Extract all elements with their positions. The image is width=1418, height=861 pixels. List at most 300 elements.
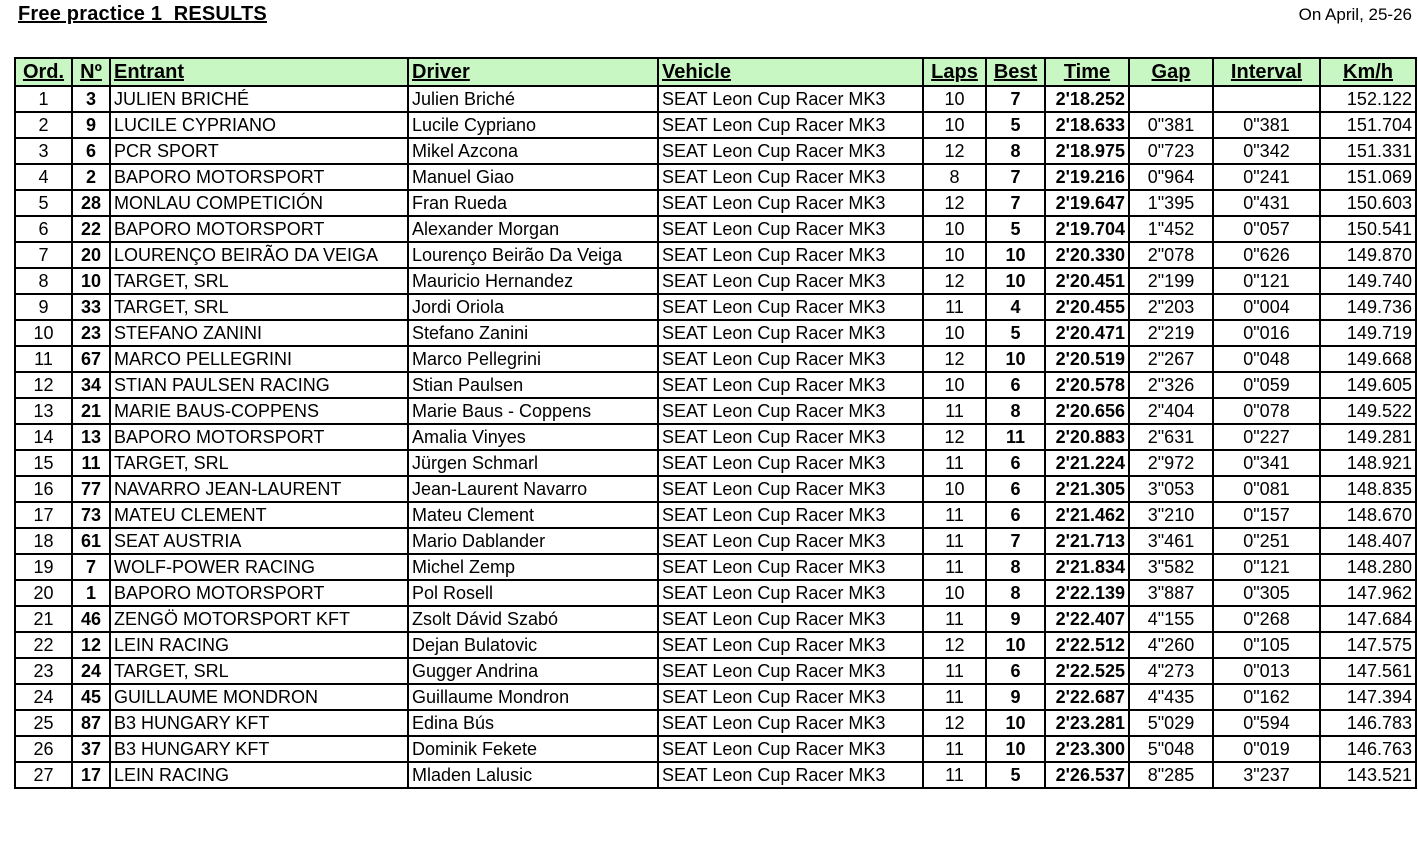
cell-entrant: LUCILE CYPRIANO <box>110 112 408 138</box>
cell-entrant: MARCO PELLEGRINI <box>110 346 408 372</box>
cell-vehicle: SEAT Leon Cup Racer MK3 <box>658 736 923 762</box>
cell-time: 2'22.525 <box>1045 658 1129 684</box>
cell-entrant: ZENGÖ MOTORSPORT KFT <box>110 606 408 632</box>
cell-time: 2'20.330 <box>1045 242 1129 268</box>
cell-gap: 3"887 <box>1129 580 1213 606</box>
cell-kmh: 146.783 <box>1320 710 1416 736</box>
cell-num: 20 <box>72 242 110 268</box>
cell-laps: 10 <box>923 86 986 112</box>
cell-driver: Mikel Azcona <box>408 138 658 164</box>
cell-entrant: GUILLAUME MONDRON <box>110 684 408 710</box>
cell-best: 5 <box>986 320 1045 346</box>
cell-driver: Mauricio Hernandez <box>408 268 658 294</box>
table-row <box>15 502 1416 528</box>
cell-num: 3 <box>72 86 110 112</box>
cell-vehicle: SEAT Leon Cup Racer MK3 <box>658 242 923 268</box>
cell-laps: 11 <box>923 762 986 788</box>
cell-time: 2'21.462 <box>1045 502 1129 528</box>
cell-num: 10 <box>72 268 110 294</box>
cell-kmh: 148.670 <box>1320 502 1416 528</box>
cell-interval: 0"341 <box>1213 450 1320 476</box>
cell-laps: 12 <box>923 268 986 294</box>
cell-interval: 0"305 <box>1213 580 1320 606</box>
cell-best: 11 <box>986 424 1045 450</box>
page-title: Free practice 1 RESULTS <box>18 3 267 25</box>
cell-best: 6 <box>986 476 1045 502</box>
cell-gap: 8"285 <box>1129 762 1213 788</box>
cell-gap <box>1129 86 1213 112</box>
cell-time: 2'22.512 <box>1045 632 1129 658</box>
cell-ord: 21 <box>15 606 72 632</box>
cell-num: 24 <box>72 658 110 684</box>
cell-interval: 0"594 <box>1213 710 1320 736</box>
cell-driver: Pol Rosell <box>408 580 658 606</box>
cell-vehicle: SEAT Leon Cup Racer MK3 <box>658 112 923 138</box>
cell-kmh: 150.603 <box>1320 190 1416 216</box>
cell-interval: 0"057 <box>1213 216 1320 242</box>
cell-num: 2 <box>72 164 110 190</box>
cell-interval: 0"227 <box>1213 424 1320 450</box>
table-row <box>15 190 1416 216</box>
cell-time: 2'21.305 <box>1045 476 1129 502</box>
cell-time: 2'21.713 <box>1045 528 1129 554</box>
cell-laps: 8 <box>923 164 986 190</box>
cell-driver: Marie Baus - Coppens <box>408 398 658 424</box>
cell-time: 2'22.139 <box>1045 580 1129 606</box>
cell-interval: 0"013 <box>1213 658 1320 684</box>
cell-best: 5 <box>986 112 1045 138</box>
cell-ord: 5 <box>15 190 72 216</box>
cell-kmh: 147.962 <box>1320 580 1416 606</box>
cell-driver: Stian Paulsen <box>408 372 658 398</box>
cell-vehicle: SEAT Leon Cup Racer MK3 <box>658 476 923 502</box>
cell-vehicle: SEAT Leon Cup Racer MK3 <box>658 398 923 424</box>
cell-num: 28 <box>72 190 110 216</box>
cell-ord: 2 <box>15 112 72 138</box>
results-body <box>15 86 1416 788</box>
cell-kmh: 148.835 <box>1320 476 1416 502</box>
cell-num: 6 <box>72 138 110 164</box>
table-row <box>15 138 1416 164</box>
table-row <box>15 710 1416 736</box>
cell-ord: 9 <box>15 294 72 320</box>
cell-entrant: B3 HUNGARY KFT <box>110 710 408 736</box>
cell-entrant: WOLF-POWER RACING <box>110 554 408 580</box>
cell-time: 2'20.451 <box>1045 268 1129 294</box>
cell-vehicle: SEAT Leon Cup Racer MK3 <box>658 164 923 190</box>
cell-best: 10 <box>986 346 1045 372</box>
cell-gap: 3"210 <box>1129 502 1213 528</box>
cell-entrant: MATEU CLEMENT <box>110 502 408 528</box>
cell-vehicle: SEAT Leon Cup Racer MK3 <box>658 450 923 476</box>
cell-interval: 0"241 <box>1213 164 1320 190</box>
cell-interval: 0"048 <box>1213 346 1320 372</box>
cell-laps: 11 <box>923 450 986 476</box>
cell-num: 22 <box>72 216 110 242</box>
cell-num: 12 <box>72 632 110 658</box>
cell-num: 45 <box>72 684 110 710</box>
cell-num: 1 <box>72 580 110 606</box>
table-row <box>15 606 1416 632</box>
cell-vehicle: SEAT Leon Cup Racer MK3 <box>658 268 923 294</box>
page-date: On April, 25-26 <box>1298 5 1412 24</box>
cell-time: 2'21.834 <box>1045 554 1129 580</box>
cell-ord: 10 <box>15 320 72 346</box>
cell-kmh: 146.763 <box>1320 736 1416 762</box>
cell-laps: 11 <box>923 606 986 632</box>
table-row <box>15 476 1416 502</box>
cell-num: 13 <box>72 424 110 450</box>
cell-entrant: MARIE BAUS-COPPENS <box>110 398 408 424</box>
cell-gap: 0"723 <box>1129 138 1213 164</box>
cell-vehicle: SEAT Leon Cup Racer MK3 <box>658 658 923 684</box>
cell-driver: Alexander Morgan <box>408 216 658 242</box>
col-header-entrant: Entrant <box>110 58 408 86</box>
cell-driver: Manuel Giao <box>408 164 658 190</box>
cell-ord: 3 <box>15 138 72 164</box>
cell-laps: 10 <box>923 112 986 138</box>
cell-time: 2'20.519 <box>1045 346 1129 372</box>
cell-kmh: 147.394 <box>1320 684 1416 710</box>
cell-ord: 6 <box>15 216 72 242</box>
cell-num: 37 <box>72 736 110 762</box>
cell-ord: 4 <box>15 164 72 190</box>
cell-vehicle: SEAT Leon Cup Racer MK3 <box>658 346 923 372</box>
cell-time: 2'20.578 <box>1045 372 1129 398</box>
col-header-best: Best <box>986 58 1045 86</box>
cell-num: 23 <box>72 320 110 346</box>
cell-gap: 2"326 <box>1129 372 1213 398</box>
cell-entrant: SEAT AUSTRIA <box>110 528 408 554</box>
cell-laps: 12 <box>923 138 986 164</box>
col-header-laps: Laps <box>923 58 986 86</box>
cell-ord: 14 <box>15 424 72 450</box>
cell-vehicle: SEAT Leon Cup Racer MK3 <box>658 424 923 450</box>
table-row <box>15 580 1416 606</box>
table-row <box>15 294 1416 320</box>
col-header-num: Nº <box>72 58 110 86</box>
table-row <box>15 320 1416 346</box>
cell-kmh: 148.921 <box>1320 450 1416 476</box>
cell-laps: 10 <box>923 580 986 606</box>
cell-driver: Lucile Cypriano <box>408 112 658 138</box>
cell-kmh: 148.280 <box>1320 554 1416 580</box>
cell-time: 2'22.687 <box>1045 684 1129 710</box>
table-row <box>15 86 1416 112</box>
cell-interval: 0"078 <box>1213 398 1320 424</box>
col-header-interval: Interval <box>1213 58 1320 86</box>
cell-driver: Guillaume Mondron <box>408 684 658 710</box>
cell-kmh: 147.561 <box>1320 658 1416 684</box>
cell-interval: 0"059 <box>1213 372 1320 398</box>
header-row <box>15 58 1416 86</box>
cell-ord: 18 <box>15 528 72 554</box>
cell-ord: 24 <box>15 684 72 710</box>
cell-ord: 19 <box>15 554 72 580</box>
table-row <box>15 424 1416 450</box>
cell-entrant: PCR SPORT <box>110 138 408 164</box>
cell-laps: 10 <box>923 242 986 268</box>
cell-ord: 12 <box>15 372 72 398</box>
table-row <box>15 554 1416 580</box>
col-header-gap: Gap <box>1129 58 1213 86</box>
cell-kmh: 149.719 <box>1320 320 1416 346</box>
cell-driver: Lourenço Beirão Da Veiga <box>408 242 658 268</box>
cell-kmh: 151.331 <box>1320 138 1416 164</box>
table-row <box>15 632 1416 658</box>
cell-vehicle: SEAT Leon Cup Racer MK3 <box>658 528 923 554</box>
cell-best: 6 <box>986 502 1045 528</box>
cell-vehicle: SEAT Leon Cup Racer MK3 <box>658 580 923 606</box>
cell-kmh: 151.069 <box>1320 164 1416 190</box>
cell-entrant: TARGET, SRL <box>110 658 408 684</box>
cell-ord: 8 <box>15 268 72 294</box>
cell-interval: 0"342 <box>1213 138 1320 164</box>
cell-laps: 12 <box>923 632 986 658</box>
cell-gap: 1"395 <box>1129 190 1213 216</box>
cell-best: 10 <box>986 242 1045 268</box>
cell-gap: 2"203 <box>1129 294 1213 320</box>
cell-laps: 11 <box>923 528 986 554</box>
cell-time: 2'18.975 <box>1045 138 1129 164</box>
cell-num: 33 <box>72 294 110 320</box>
cell-best: 5 <box>986 216 1045 242</box>
cell-vehicle: SEAT Leon Cup Racer MK3 <box>658 684 923 710</box>
table-row <box>15 242 1416 268</box>
cell-laps: 10 <box>923 320 986 346</box>
cell-time: 2'18.252 <box>1045 86 1129 112</box>
table-row <box>15 268 1416 294</box>
cell-driver: Jürgen Schmarl <box>408 450 658 476</box>
cell-kmh: 149.740 <box>1320 268 1416 294</box>
cell-interval <box>1213 86 1320 112</box>
cell-best: 7 <box>986 164 1045 190</box>
cell-driver: Amalia Vinyes <box>408 424 658 450</box>
cell-best: 7 <box>986 86 1045 112</box>
cell-entrant: BAPORO MOTORSPORT <box>110 164 408 190</box>
cell-vehicle: SEAT Leon Cup Racer MK3 <box>658 372 923 398</box>
cell-time: 2'23.300 <box>1045 736 1129 762</box>
cell-num: 7 <box>72 554 110 580</box>
cell-ord: 26 <box>15 736 72 762</box>
table-row <box>15 216 1416 242</box>
cell-time: 2'22.407 <box>1045 606 1129 632</box>
cell-driver: Marco Pellegrini <box>408 346 658 372</box>
cell-gap: 4"435 <box>1129 684 1213 710</box>
cell-driver: Michel Zemp <box>408 554 658 580</box>
cell-vehicle: SEAT Leon Cup Racer MK3 <box>658 216 923 242</box>
cell-gap: 2"404 <box>1129 398 1213 424</box>
cell-gap: 3"582 <box>1129 554 1213 580</box>
cell-gap: 4"273 <box>1129 658 1213 684</box>
cell-interval: 0"019 <box>1213 736 1320 762</box>
cell-laps: 11 <box>923 398 986 424</box>
cell-entrant: LOURENÇO BEIRÃO DA VEIGA <box>110 242 408 268</box>
cell-entrant: TARGET, SRL <box>110 268 408 294</box>
cell-ord: 11 <box>15 346 72 372</box>
table-row <box>15 112 1416 138</box>
cell-ord: 22 <box>15 632 72 658</box>
cell-best: 8 <box>986 138 1045 164</box>
cell-driver: Mateu Clement <box>408 502 658 528</box>
cell-time: 2'19.647 <box>1045 190 1129 216</box>
cell-best: 6 <box>986 658 1045 684</box>
cell-time: 2'20.471 <box>1045 320 1129 346</box>
cell-laps: 10 <box>923 216 986 242</box>
cell-num: 77 <box>72 476 110 502</box>
cell-laps: 11 <box>923 736 986 762</box>
cell-ord: 23 <box>15 658 72 684</box>
cell-time: 2'18.633 <box>1045 112 1129 138</box>
cell-entrant: STIAN PAULSEN RACING <box>110 372 408 398</box>
table-row <box>15 528 1416 554</box>
cell-best: 10 <box>986 736 1045 762</box>
table-row <box>15 398 1416 424</box>
cell-kmh: 152.122 <box>1320 86 1416 112</box>
cell-entrant: NAVARRO JEAN-LAURENT <box>110 476 408 502</box>
cell-num: 61 <box>72 528 110 554</box>
cell-num: 21 <box>72 398 110 424</box>
cell-driver: Julien Briché <box>408 86 658 112</box>
cell-entrant: BAPORO MOTORSPORT <box>110 424 408 450</box>
cell-gap: 2"219 <box>1129 320 1213 346</box>
cell-gap: 4"155 <box>1129 606 1213 632</box>
cell-vehicle: SEAT Leon Cup Racer MK3 <box>658 190 923 216</box>
cell-vehicle: SEAT Leon Cup Racer MK3 <box>658 710 923 736</box>
cell-kmh: 148.407 <box>1320 528 1416 554</box>
cell-best: 4 <box>986 294 1045 320</box>
cell-vehicle: SEAT Leon Cup Racer MK3 <box>658 632 923 658</box>
cell-vehicle: SEAT Leon Cup Racer MK3 <box>658 86 923 112</box>
table-row <box>15 762 1416 788</box>
cell-laps: 12 <box>923 710 986 736</box>
cell-driver: Edina Bús <box>408 710 658 736</box>
cell-gap: 1"452 <box>1129 216 1213 242</box>
col-header-kmh: Km/h <box>1320 58 1416 86</box>
cell-interval: 3"237 <box>1213 762 1320 788</box>
cell-entrant: B3 HUNGARY KFT <box>110 736 408 762</box>
cell-laps: 11 <box>923 502 986 528</box>
cell-driver: Gugger Andrina <box>408 658 658 684</box>
cell-entrant: LEIN RACING <box>110 762 408 788</box>
cell-interval: 0"157 <box>1213 502 1320 528</box>
col-header-ord: Ord. <box>15 58 72 86</box>
cell-kmh: 147.575 <box>1320 632 1416 658</box>
cell-laps: 11 <box>923 684 986 710</box>
cell-time: 2'21.224 <box>1045 450 1129 476</box>
cell-time: 2'19.704 <box>1045 216 1129 242</box>
cell-best: 10 <box>986 632 1045 658</box>
cell-gap: 2"267 <box>1129 346 1213 372</box>
table-row <box>15 346 1416 372</box>
cell-ord: 16 <box>15 476 72 502</box>
cell-driver: Zsolt Dávid Szabó <box>408 606 658 632</box>
cell-gap: 4"260 <box>1129 632 1213 658</box>
cell-ord: 7 <box>15 242 72 268</box>
table-row <box>15 684 1416 710</box>
cell-kmh: 149.522 <box>1320 398 1416 424</box>
cell-gap: 2"078 <box>1129 242 1213 268</box>
cell-best: 6 <box>986 450 1045 476</box>
col-header-vehicle: Vehicle <box>658 58 923 86</box>
cell-best: 9 <box>986 684 1045 710</box>
cell-vehicle: SEAT Leon Cup Racer MK3 <box>658 554 923 580</box>
cell-laps: 10 <box>923 476 986 502</box>
cell-entrant: JULIEN BRICHÉ <box>110 86 408 112</box>
cell-best: 8 <box>986 554 1045 580</box>
cell-driver: Dominik Fekete <box>408 736 658 762</box>
cell-ord: 20 <box>15 580 72 606</box>
cell-gap: 3"053 <box>1129 476 1213 502</box>
cell-kmh: 150.541 <box>1320 216 1416 242</box>
cell-kmh: 149.736 <box>1320 294 1416 320</box>
cell-best: 9 <box>986 606 1045 632</box>
cell-num: 17 <box>72 762 110 788</box>
cell-time: 2'19.216 <box>1045 164 1129 190</box>
cell-interval: 0"251 <box>1213 528 1320 554</box>
cell-interval: 0"162 <box>1213 684 1320 710</box>
cell-driver: Jordi Oriola <box>408 294 658 320</box>
cell-kmh: 149.668 <box>1320 346 1416 372</box>
cell-kmh: 149.281 <box>1320 424 1416 450</box>
cell-interval: 0"016 <box>1213 320 1320 346</box>
cell-kmh: 149.870 <box>1320 242 1416 268</box>
cell-num: 11 <box>72 450 110 476</box>
cell-kmh: 151.704 <box>1320 112 1416 138</box>
cell-driver: Mario Dablander <box>408 528 658 554</box>
cell-entrant: TARGET, SRL <box>110 294 408 320</box>
cell-driver: Stefano Zanini <box>408 320 658 346</box>
cell-gap: 5"048 <box>1129 736 1213 762</box>
table-row <box>15 658 1416 684</box>
cell-interval: 0"121 <box>1213 268 1320 294</box>
cell-time: 2'20.455 <box>1045 294 1129 320</box>
cell-laps: 12 <box>923 346 986 372</box>
cell-driver: Fran Rueda <box>408 190 658 216</box>
cell-gap: 3"461 <box>1129 528 1213 554</box>
cell-ord: 17 <box>15 502 72 528</box>
cell-driver: Dejan Bulatovic <box>408 632 658 658</box>
cell-vehicle: SEAT Leon Cup Racer MK3 <box>658 294 923 320</box>
cell-kmh: 147.684 <box>1320 606 1416 632</box>
cell-gap: 0"964 <box>1129 164 1213 190</box>
cell-entrant: BAPORO MOTORSPORT <box>110 580 408 606</box>
cell-laps: 11 <box>923 554 986 580</box>
cell-laps: 11 <box>923 294 986 320</box>
cell-gap: 2"199 <box>1129 268 1213 294</box>
cell-entrant: TARGET, SRL <box>110 450 408 476</box>
cell-best: 10 <box>986 268 1045 294</box>
cell-vehicle: SEAT Leon Cup Racer MK3 <box>658 606 923 632</box>
cell-vehicle: SEAT Leon Cup Racer MK3 <box>658 762 923 788</box>
cell-gap: 0"381 <box>1129 112 1213 138</box>
cell-best: 8 <box>986 398 1045 424</box>
cell-num: 46 <box>72 606 110 632</box>
col-header-time: Time <box>1045 58 1129 86</box>
cell-time: 2'26.537 <box>1045 762 1129 788</box>
cell-ord: 15 <box>15 450 72 476</box>
cell-laps: 11 <box>923 658 986 684</box>
cell-time: 2'20.656 <box>1045 398 1129 424</box>
cell-laps: 12 <box>923 190 986 216</box>
cell-ord: 13 <box>15 398 72 424</box>
cell-time: 2'23.281 <box>1045 710 1129 736</box>
cell-kmh: 149.605 <box>1320 372 1416 398</box>
cell-num: 87 <box>72 710 110 736</box>
cell-interval: 0"081 <box>1213 476 1320 502</box>
cell-vehicle: SEAT Leon Cup Racer MK3 <box>658 138 923 164</box>
cell-gap: 2"972 <box>1129 450 1213 476</box>
